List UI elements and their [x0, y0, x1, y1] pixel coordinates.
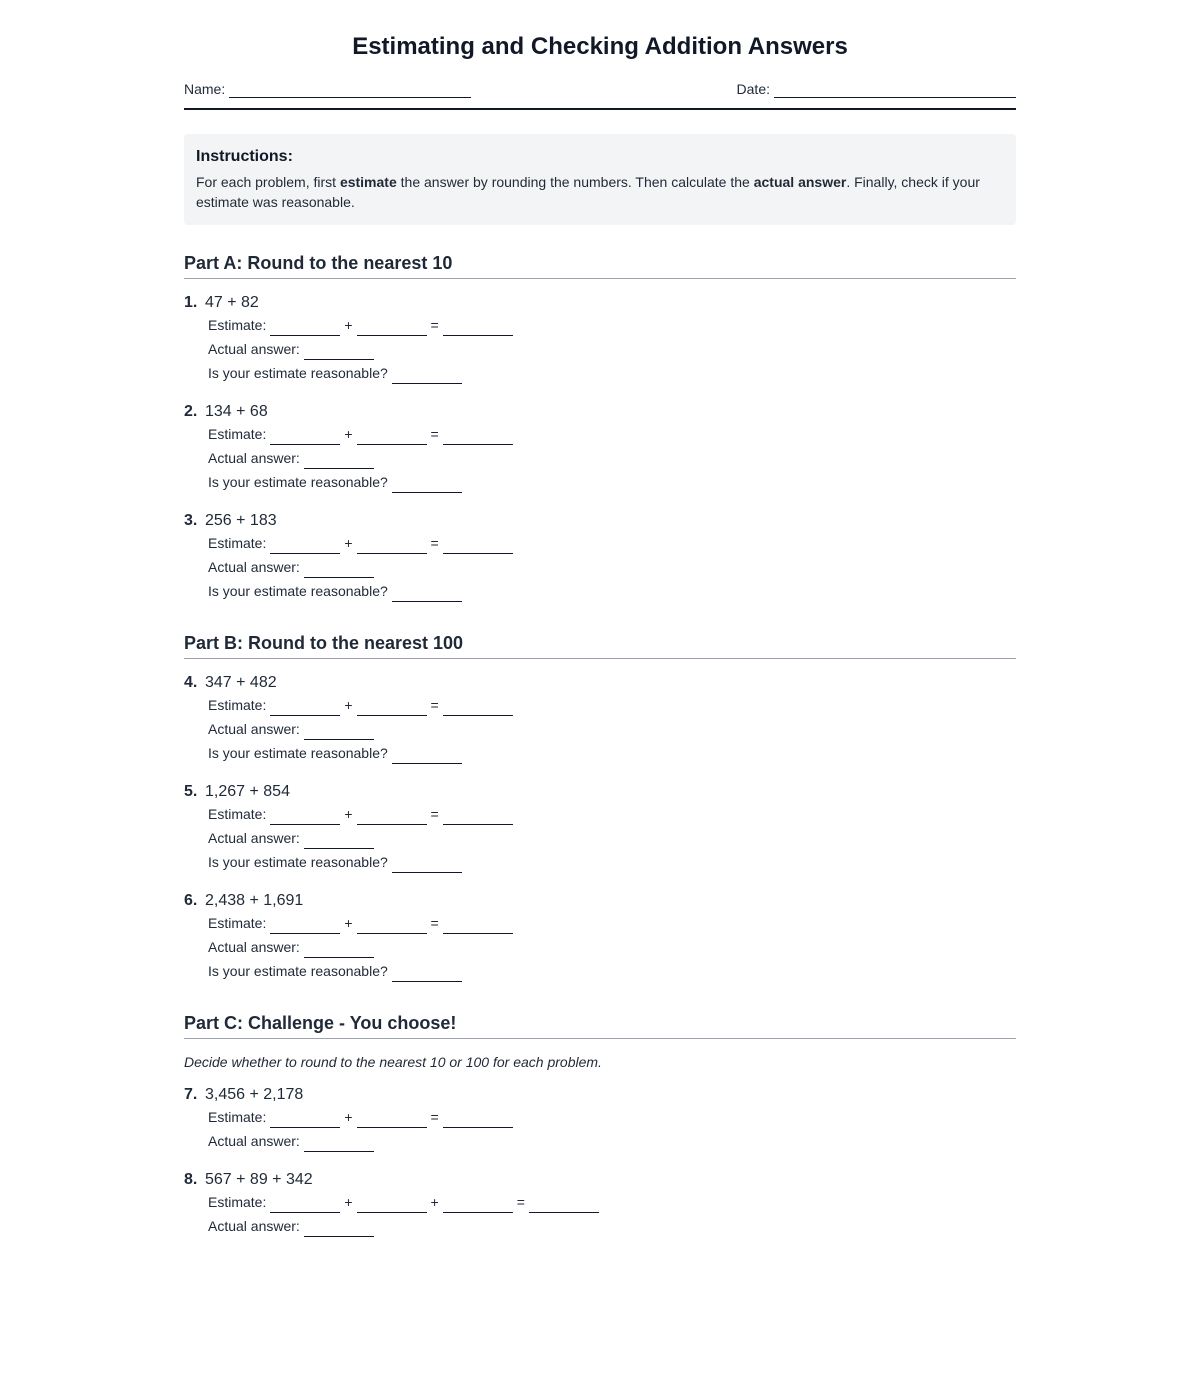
estimate-term-blank[interactable]: [357, 1198, 427, 1213]
actual-answer-blank[interactable]: [304, 454, 374, 469]
estimate-row: [208, 316, 1016, 340]
problem-item: [184, 1170, 1016, 1241]
actual-answer-blank[interactable]: [304, 834, 374, 849]
problem-number: 1.: [184, 294, 198, 311]
instructions-bold-actual: actual answer: [753, 174, 847, 190]
equals-sign: =: [430, 915, 439, 931]
problem-item: [184, 1085, 1016, 1156]
problem-answers: [184, 1193, 1016, 1241]
plus-sign: +: [344, 317, 353, 333]
reasonable-blank[interactable]: [392, 478, 462, 493]
problem-number: 2.: [184, 403, 198, 420]
estimate-row: [208, 1193, 1016, 1217]
equals-sign: =: [430, 1109, 439, 1125]
actual-answer-label: Actual answer:: [208, 721, 300, 737]
problem-answers: [184, 425, 1016, 497]
estimate-row: [208, 914, 1016, 938]
estimate-term-blank[interactable]: [270, 321, 340, 336]
estimate-term-blank[interactable]: [270, 810, 340, 825]
section-title-part-a: Part A: Round to the nearest 10: [184, 252, 1016, 279]
worksheet: [184, 0, 1016, 1241]
problem-number: 5.: [184, 783, 198, 800]
problem-expression: 2,438 + 1,691: [205, 892, 304, 909]
reasonable-label: Is your estimate reasonable?: [208, 365, 388, 381]
problem-item: [184, 293, 1016, 388]
page-title: Estimating and Checking Addition Answers: [352, 33, 848, 60]
part-a-problems: [184, 293, 1016, 606]
estimate-term-blank[interactable]: [270, 1198, 340, 1213]
problem-number: 3.: [184, 512, 198, 529]
problem-number: 7.: [184, 1086, 198, 1103]
estimate-sum-blank[interactable]: [443, 1113, 513, 1128]
instructions-heading: Instructions:: [196, 148, 293, 165]
actual-answer-label: Actual answer:: [208, 450, 300, 466]
estimate-term-blank[interactable]: [270, 701, 340, 716]
estimate-label: Estimate:: [208, 535, 267, 551]
reasonable-row: [208, 364, 1016, 388]
reasonable-row: [208, 853, 1016, 877]
problem-answers: [184, 914, 1016, 986]
estimate-row: [208, 534, 1016, 558]
problem-answers: [184, 316, 1016, 388]
part-c-problems: [184, 1085, 1016, 1241]
actual-answer-label: Actual answer:: [208, 830, 300, 846]
estimate-sum-blank[interactable]: [529, 1198, 599, 1213]
estimate-term-blank[interactable]: [357, 539, 427, 554]
problem-item: [184, 782, 1016, 877]
problem-item: [184, 402, 1016, 497]
reasonable-label: Is your estimate reasonable?: [208, 963, 388, 979]
actual-answer-label: Actual answer:: [208, 939, 300, 955]
section-title-part-b: Part B: Round to the nearest 100: [184, 632, 1016, 659]
reasonable-blank[interactable]: [392, 587, 462, 602]
instructions-text-2: the answer by rounding the numbers. Then calculate the: [396, 174, 754, 190]
estimate-term-blank[interactable]: [357, 919, 427, 934]
plus-sign: +: [344, 915, 353, 931]
problem-number: 4.: [184, 674, 198, 691]
estimate-term-blank[interactable]: [270, 1113, 340, 1128]
instructions-text-3: . Finally, check if your estimate was reasonable.: [196, 174, 980, 210]
estimate-term-blank[interactable]: [357, 1113, 427, 1128]
estimate-sum-blank[interactable]: [443, 430, 513, 445]
actual-answer-blank[interactable]: [304, 1222, 374, 1237]
problem-expression: 347 + 482: [205, 674, 277, 691]
problem-header: [184, 511, 1016, 531]
instructions-text: [196, 172, 1004, 212]
date-blank[interactable]: [774, 82, 1016, 98]
estimate-term-blank[interactable]: [270, 539, 340, 554]
equals-sign: =: [430, 317, 439, 333]
part-b-problems: [184, 673, 1016, 986]
actual-answer-label: Actual answer:: [208, 341, 300, 357]
problem-header: [184, 293, 1016, 313]
reasonable-row: [208, 473, 1016, 497]
actual-answer-label: Actual answer:: [208, 1218, 300, 1234]
problem-header: [184, 673, 1016, 693]
problem-header: [184, 782, 1016, 802]
estimate-term-blank[interactable]: [270, 919, 340, 934]
reasonable-blank[interactable]: [392, 967, 462, 982]
estimate-term-blank[interactable]: [357, 430, 427, 445]
estimate-term-blank[interactable]: [443, 1198, 513, 1213]
actual-answer-blank[interactable]: [304, 345, 374, 360]
instructions-bold-estimate: estimate: [339, 174, 397, 190]
name-blank[interactable]: [229, 82, 471, 98]
estimate-label: Estimate:: [208, 915, 267, 931]
problem-header: [184, 1085, 1016, 1105]
estimate-row: [208, 1108, 1016, 1132]
problem-number: 6.: [184, 892, 198, 909]
equals-sign: =: [430, 806, 439, 822]
actual-answer-blank[interactable]: [304, 1137, 374, 1152]
problem-expression: 3,456 + 2,178: [205, 1086, 304, 1103]
problem-item: [184, 673, 1016, 768]
problem-answers: [184, 696, 1016, 768]
plus-sign: +: [430, 1194, 439, 1210]
estimate-term-blank[interactable]: [357, 701, 427, 716]
reasonable-row: [208, 744, 1016, 768]
instructions-box: [184, 134, 1016, 225]
estimate-label: Estimate:: [208, 697, 267, 713]
estimate-row: [208, 425, 1016, 449]
actual-answer-row: [208, 1217, 1016, 1241]
estimate-sum-blank[interactable]: [443, 321, 513, 336]
reasonable-label: Is your estimate reasonable?: [208, 474, 388, 490]
actual-answer-blank[interactable]: [304, 725, 374, 740]
reasonable-row: [208, 582, 1016, 606]
header-row: [184, 80, 1016, 110]
actual-answer-blank[interactable]: [304, 563, 374, 578]
estimate-term-blank[interactable]: [357, 321, 427, 336]
name-field: [184, 80, 471, 98]
problem-answers: [184, 534, 1016, 606]
plus-sign: +: [344, 697, 353, 713]
problem-expression: 256 + 183: [205, 512, 277, 529]
section-title-part-c: Part C: Challenge - You choose!: [184, 1012, 1016, 1039]
problem-item: [184, 511, 1016, 606]
plus-sign: +: [344, 426, 353, 442]
instructions-text-1: For each problem, first: [196, 174, 340, 190]
reasonable-blank[interactable]: [392, 749, 462, 764]
estimate-sum-blank[interactable]: [443, 539, 513, 554]
estimate-label: Estimate:: [208, 317, 267, 333]
actual-answer-label: Actual answer:: [208, 559, 300, 575]
estimate-row: [208, 805, 1016, 829]
problem-number: 8.: [184, 1171, 198, 1188]
problem-header: [184, 891, 1016, 911]
actual-answer-label: Actual answer:: [208, 1133, 300, 1149]
actual-answer-blank[interactable]: [304, 943, 374, 958]
reasonable-label: Is your estimate reasonable?: [208, 854, 388, 870]
equals-sign: =: [430, 426, 439, 442]
estimate-label: Estimate:: [208, 426, 267, 442]
estimate-row: [208, 696, 1016, 720]
problem-expression: 47 + 82: [205, 294, 259, 311]
problem-answers: [184, 805, 1016, 877]
equals-sign: =: [430, 535, 439, 551]
reasonable-row: [208, 962, 1016, 986]
reasonable-label: Is your estimate reasonable?: [208, 583, 388, 599]
problem-expression: 134 + 68: [205, 403, 268, 420]
problem-item: [184, 891, 1016, 986]
date-label: Date:: [736, 81, 770, 97]
estimate-sum-blank[interactable]: [443, 810, 513, 825]
estimate-term-blank[interactable]: [270, 430, 340, 445]
reasonable-label: Is your estimate reasonable?: [208, 745, 388, 761]
equals-sign: =: [430, 697, 439, 713]
estimate-label: Estimate:: [208, 1109, 267, 1125]
part-c-note: Decide whether to round to the nearest 10 or 100 for each problem.: [184, 1054, 602, 1070]
reasonable-blank[interactable]: [392, 858, 462, 873]
estimate-sum-blank[interactable]: [443, 701, 513, 716]
estimate-term-blank[interactable]: [357, 810, 427, 825]
actual-answer-row: [208, 1132, 1016, 1156]
plus-sign: +: [344, 1194, 353, 1210]
plus-sign: +: [344, 535, 353, 551]
equals-sign: =: [516, 1194, 525, 1210]
estimate-label: Estimate:: [208, 806, 267, 822]
plus-sign: +: [344, 806, 353, 822]
estimate-label: Estimate:: [208, 1194, 267, 1210]
estimate-sum-blank[interactable]: [443, 919, 513, 934]
problem-header: [184, 1170, 1016, 1190]
problem-expression: 1,267 + 854: [205, 783, 290, 800]
problem-answers: [184, 1108, 1016, 1156]
reasonable-blank[interactable]: [392, 369, 462, 384]
problem-header: [184, 402, 1016, 422]
problem-expression: 567 + 89 + 342: [205, 1171, 313, 1188]
date-field: [737, 80, 1016, 98]
name-label: Name:: [184, 81, 226, 97]
plus-sign: +: [344, 1109, 353, 1125]
